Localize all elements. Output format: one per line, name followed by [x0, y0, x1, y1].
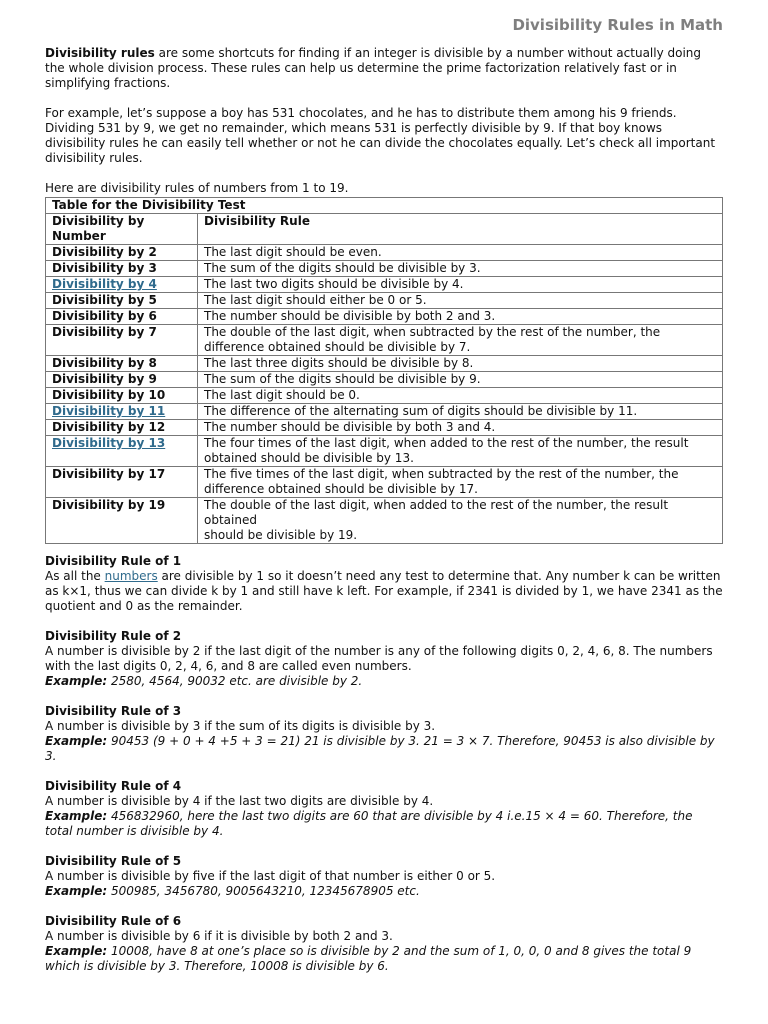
example-text: 90453 (9 + 0 + 4 +5 + 3 = 21) 21 is divisible by 3. 21 = 3 × 7. Therefore, 90453 is also divisible by 3. [45, 734, 715, 763]
example-text: 10008, have 8 at one’s place so is divisible by 2 and the sum of 1, 0, 0, 0 and 8 gives the total 9 which is divisible by 3. Therefore, 10008 is divisible by 6. [45, 944, 692, 973]
table-row [46, 420, 723, 436]
table-cell-rule: The four times of the last digit, when added to the rest of the number, the result obtained should be divisible by 13. [198, 436, 723, 467]
table-row [46, 356, 723, 372]
section-text [45, 869, 723, 884]
table-row [46, 436, 723, 467]
table-cell-number: Divisibility by 2 [46, 245, 198, 261]
section-text [45, 719, 723, 734]
table-row [46, 261, 723, 277]
section-text [45, 794, 723, 809]
rule-section [45, 854, 723, 899]
table-row [46, 309, 723, 325]
section-text-part: As all the [45, 569, 105, 583]
table-row [46, 293, 723, 309]
example-label: Example: [45, 944, 108, 958]
table-row [46, 388, 723, 404]
section-title: Divisibility Rule of 3 [45, 704, 182, 718]
rule-section [45, 554, 723, 614]
table-cell-rule: The double of the last digit, when subtracted by the rest of the number, the difference obtained should be divisible by 7. [198, 325, 723, 356]
section-text [45, 569, 723, 614]
section-example [45, 809, 723, 839]
example-text: 500985, 3456780, 9005643210, 12345678905 etc. [107, 884, 420, 898]
table-cell-number: Divisibility by 6 [46, 309, 198, 325]
table-cell-number: Divisibility by 8 [46, 356, 198, 372]
example-label: Example: [45, 674, 108, 688]
intro-bold-term: Divisibility rules [45, 46, 155, 60]
table-header-rule: Divisibility Rule [198, 214, 723, 245]
section-title: Divisibility Rule of 4 [45, 779, 182, 793]
table-cell-rule: The last three digits should be divisible by 8. [198, 356, 723, 372]
table-cell-rule: The last digit should be 0. [198, 388, 723, 404]
divisibility-link[interactable]: Divisibility by 4 [52, 277, 157, 291]
table-cell-number: Divisibility by 12 [46, 420, 198, 436]
divisibility-table [45, 197, 723, 544]
table-row [46, 277, 723, 293]
intro-paragraph-1 [45, 46, 723, 91]
table-cell-number: Divisibility by 5 [46, 293, 198, 309]
table-cell-number: Divisibility by 7 [46, 325, 198, 356]
table-cell-rule: The double of the last digit, when added to the rest of the number, the result obtained should be divisible by 19. [198, 498, 723, 544]
rule-section [45, 779, 723, 839]
section-title: Divisibility Rule of 1 [45, 554, 182, 568]
rule-section [45, 914, 723, 974]
intro-paragraph-3: Here are divisibility rules of numbers from 1 to 19. [45, 181, 349, 195]
numbers-link[interactable]: numbers [104, 569, 158, 583]
table-cell-rule: The number should be divisible by both 3 and 4. [198, 420, 723, 436]
section-text-part: A number is divisible by 2 if the last digit of the number is any of the following digits 0, 2, 4, 6, 8. The numbers with the last digits 0, 2, 4, 6, and 8 are called even numbers. [45, 644, 713, 673]
section-title: Divisibility Rule of 5 [45, 854, 182, 868]
table-cell-number: Divisibility by 10 [46, 388, 198, 404]
section-example [45, 674, 723, 689]
section-example [45, 734, 723, 764]
table-cell-number: Divisibility by 19 [46, 498, 198, 544]
rule-sections [45, 539, 723, 974]
table-cell-rule: The number should be divisible by both 2 and 3. [198, 309, 723, 325]
table-cell-rule: The sum of the digits should be divisible by 9. [198, 372, 723, 388]
table-cell-rule: The sum of the digits should be divisible by 3. [198, 261, 723, 277]
table-row [46, 498, 723, 544]
table-row [46, 404, 723, 420]
table-header-number: Divisibility by Number [46, 214, 198, 245]
table-row [46, 245, 723, 261]
section-text-part: are divisible by 1 so it doesn’t need any test to determine that. Any number k can be written as k×1, thus we can divide k by 1 and still have k left. For example, if 2341 is divided by 1, we have 2341 as the quotient and 0 as the remainder. [45, 569, 723, 613]
table-cell-rule: The last digit should be even. [198, 245, 723, 261]
section-example [45, 944, 723, 974]
rule-section [45, 704, 723, 764]
table-cell-number: Divisibility by 3 [46, 261, 198, 277]
table-row [46, 325, 723, 356]
table-row [46, 372, 723, 388]
table-cell-rule: The difference of the alternating sum of digits should be divisible by 11. [198, 404, 723, 420]
example-text: 2580, 4564, 90032 etc. are divisible by 2. [107, 674, 363, 688]
table-row [46, 467, 723, 498]
table-cell-rule: The last two digits should be divisible by 4. [198, 277, 723, 293]
divisibility-link[interactable]: Divisibility by 11 [52, 404, 166, 418]
table-cell-number [46, 277, 198, 293]
rule-section [45, 629, 723, 689]
divisibility-table-wrapper [45, 197, 723, 544]
table-caption-row [46, 198, 723, 214]
section-text-part: A number is divisible by five if the last digit of that number is either 0 or 5. [45, 869, 496, 883]
intro-text: are some shortcuts for finding if an integer is divisible by a number without actually doing the whole division process. These rules can help us determine the prime factorization relatively fast or in simplifying fractions. [45, 46, 702, 90]
table-cell-number: Divisibility by 9 [46, 372, 198, 388]
table-cell-rule: The five times of the last digit, when subtracted by the rest of the number, the difference obtained should be divisible by 17. [198, 467, 723, 498]
section-title: Divisibility Rule of 2 [45, 629, 182, 643]
table-cell-number [46, 404, 198, 420]
example-label: Example: [45, 809, 108, 823]
section-example [45, 884, 723, 899]
example-text: 456832960, here the last two digits are 60 that are divisible by 4 i.e.15 × 4 = 60. Therefore, the total number is divisible by 4. [45, 809, 693, 838]
example-label: Example: [45, 884, 108, 898]
table-header-row [46, 214, 723, 245]
intro-paragraph-2: For example, let’s suppose a boy has 531 chocolates, and he has to distribute them among his 9 friends. Dividing 531 by 9, we get no remainder, which means 531 is perfectly divisible by 9. If that boy knows divisibility rules he can easily tell whether or not he can divide the chocolates equally. Let’s check all important divisibility rules. [45, 106, 716, 165]
table-cell-number [46, 436, 198, 467]
section-text [45, 929, 723, 944]
section-title: Divisibility Rule of 6 [45, 914, 182, 928]
section-text-part: A number is divisible by 4 if the last two digits are divisible by 4. [45, 794, 434, 808]
table-caption: Table for the Divisibility Test [46, 198, 723, 214]
page-header-title: Divisibility Rules in Math [512, 16, 723, 34]
example-label: Example: [45, 734, 108, 748]
table-cell-number: Divisibility by 17 [46, 467, 198, 498]
section-text-part: A number is divisible by 3 if the sum of its digits is divisible by 3. [45, 719, 436, 733]
table-cell-rule: The last digit should either be 0 or 5. [198, 293, 723, 309]
section-text-part: A number is divisible by 6 if it is divisible by both 2 and 3. [45, 929, 393, 943]
divisibility-link[interactable]: Divisibility by 13 [52, 436, 166, 450]
section-text [45, 644, 723, 674]
